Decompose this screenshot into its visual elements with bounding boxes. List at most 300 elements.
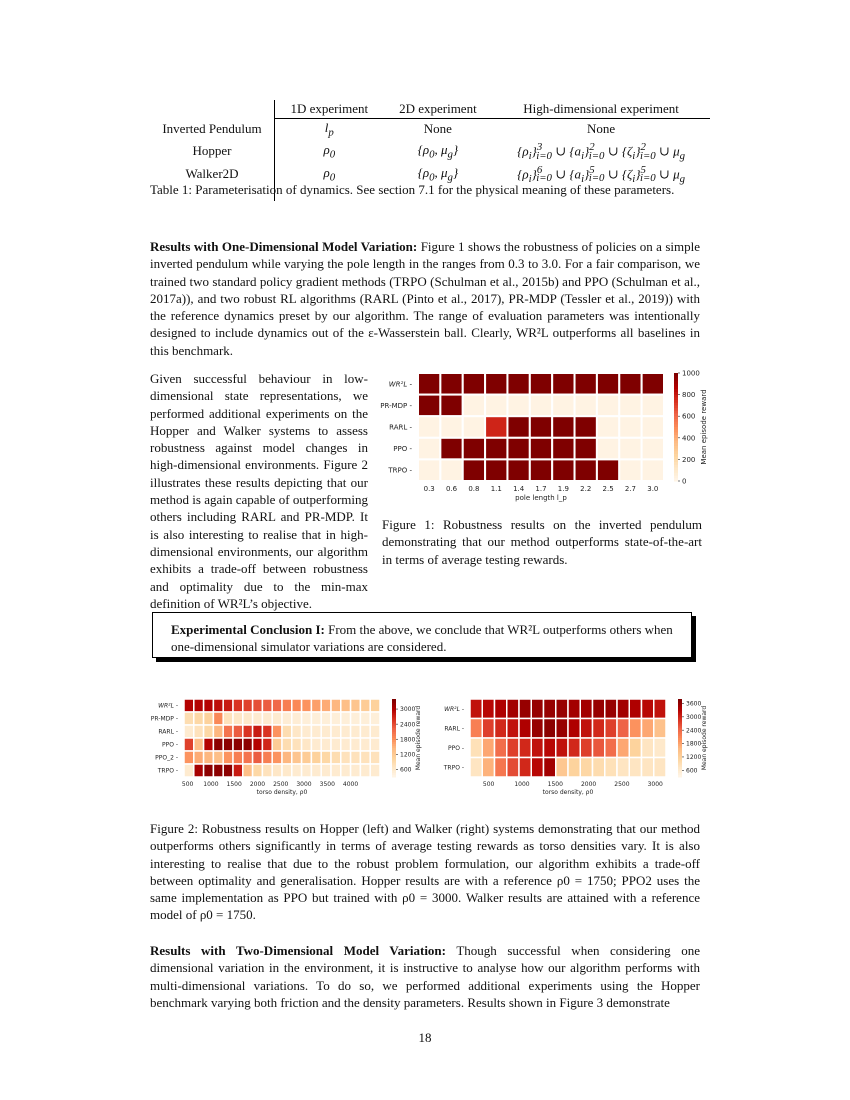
heatmap-cell: [597, 438, 619, 460]
heatmap-cell: [463, 373, 485, 395]
heatmap-cell: [507, 758, 519, 778]
heatmap-cell: [360, 725, 370, 738]
section-heading: Results with One-Dimensional Model Variation:: [150, 239, 418, 254]
row-label: WR²L -: [158, 702, 178, 710]
heatmap-cell: [204, 699, 214, 712]
x-tick-label: 2500: [273, 781, 289, 788]
heatmap-cell: [233, 712, 243, 725]
heatmap-cell: [507, 373, 529, 395]
colorbar-tick-label: 600: [682, 412, 696, 421]
heatmap-cell: [331, 738, 341, 751]
colorbar-tick-label: 1000: [682, 369, 700, 378]
heatmap-cell: [302, 751, 312, 764]
heatmap-cell: [194, 751, 204, 764]
x-axis-label: torso density, ρ0: [256, 789, 308, 796]
cell-1d: $l_p$: [324, 120, 334, 139]
heatmap-cell: [619, 459, 641, 481]
heatmap-cell: [213, 738, 223, 751]
row-label: PPO_2 -: [155, 754, 178, 762]
heatmap-cell: [351, 738, 361, 751]
heatmap-cell: [370, 725, 380, 738]
heatmap-cell: [642, 438, 664, 460]
row-label: PPO -: [393, 445, 412, 454]
heatmap-cell: [292, 699, 302, 712]
heatmap-cell: [243, 764, 253, 777]
heatmap-cell: [213, 751, 223, 764]
heatmap-cell: [552, 395, 574, 417]
x-tick-label: 4000: [342, 781, 359, 788]
heatmap-cell: [482, 719, 494, 739]
x-tick-label: 2500: [614, 781, 630, 788]
heatmap-cell: [580, 719, 592, 739]
x-tick-label: 1500: [547, 781, 563, 788]
heatmap-cell: [617, 758, 629, 778]
colorbar-tick-label: 600: [686, 767, 698, 775]
heatmap-cell: [495, 758, 507, 778]
heatmap-cell: [654, 758, 666, 778]
colorbar-tick-label: 3600: [686, 700, 702, 708]
table-corner: [150, 100, 275, 119]
heatmap-cell: [642, 373, 664, 395]
heatmap-cell: [223, 699, 233, 712]
conclusion-heading: Experimental Conclusion I:: [171, 622, 325, 637]
colorbar-label: Mean episode reward: [700, 389, 708, 465]
heatmap-cell: [629, 699, 641, 719]
heatmap-cell: [556, 738, 568, 758]
heatmap-cell: [292, 751, 302, 764]
heatmap-cell: [575, 459, 597, 481]
heatmap-cell: [233, 725, 243, 738]
heatmap-cell: [597, 459, 619, 481]
heatmap-cell: [194, 764, 204, 777]
heatmap-cell: [331, 699, 341, 712]
heatmap-cell: [253, 751, 263, 764]
heatmap-cell: [292, 712, 302, 725]
heatmap-cell: [575, 373, 597, 395]
heatmap-cell: [194, 712, 204, 725]
section-body: Though successful when considering one dimensional variation in the environment, it is instructive to analyse how our algorithm performs with multi-dimensional variations. To do so, we performed additional experiments using the Hopper benchmark varying both friction and the density parameters. Results shown in Figure 3 demonstrate: [150, 943, 701, 1010]
heatmap-cell: [507, 438, 529, 460]
x-axis-label: pole length l_p: [515, 494, 567, 502]
x-tick-label: 3.0: [647, 485, 659, 493]
heatmap-cell: [204, 725, 214, 738]
heatmap-cell: [292, 764, 302, 777]
cell-2d: {$\rho_0$, $\mu_g$}: [417, 164, 459, 184]
heatmap-cell: [213, 699, 223, 712]
heatmap-cell: [530, 373, 552, 395]
heatmap-cell: [204, 751, 214, 764]
heatmap-cell: [597, 395, 619, 417]
heatmap-cell: [440, 438, 462, 460]
x-tick-label: 3500: [319, 781, 335, 788]
heatmap-cell: [204, 712, 214, 725]
heatmap-cell: [568, 719, 580, 739]
heatmap-cell: [605, 758, 617, 778]
heatmap-cell: [507, 395, 529, 417]
heatmap-cell: [642, 416, 664, 438]
heatmap-cell: [593, 719, 605, 739]
colorbar-label: Mean episode reward: [701, 705, 708, 771]
figure-2-hopper-heatmap: [148, 695, 438, 805]
x-tick-label: 1000: [514, 781, 530, 788]
heatmap-cell: [597, 373, 619, 395]
heatmap-cell: [507, 699, 519, 719]
cell-2d: {$\rho_0$, $\mu_g$}: [417, 141, 459, 161]
cell-2d: None: [423, 121, 452, 137]
heatmap-cell: [531, 758, 543, 778]
heatmap-cell: [243, 699, 253, 712]
heatmap-cell: [482, 758, 494, 778]
row-label: RARL -: [158, 728, 178, 736]
heatmap-cell: [642, 738, 654, 758]
table-header: 2D experiment: [384, 100, 493, 119]
heatmap-cell: [370, 764, 380, 777]
heatmap-cell: [243, 738, 253, 751]
x-tick-label: 2.5: [602, 485, 614, 493]
cell-1d: $\rho_0$: [323, 164, 336, 184]
heatmap-cell: [605, 699, 617, 719]
heatmap-cell: [418, 459, 440, 481]
figure-2-walker-heatmap: [440, 695, 710, 805]
heatmap-cell: [311, 699, 321, 712]
x-tick-label: 0.8: [468, 485, 480, 493]
heatmap-cell: [642, 459, 664, 481]
heatmap-cell: [272, 699, 282, 712]
heatmap-cell: [184, 751, 194, 764]
heatmap-cell: [507, 738, 519, 758]
heatmap-cell: [321, 712, 331, 725]
heatmap-cell: [617, 699, 629, 719]
heatmap-cell: [262, 699, 272, 712]
heatmap-cell: [440, 373, 462, 395]
heatmap-cell: [341, 764, 351, 777]
colorbar-tick-label: 2400: [400, 721, 416, 729]
heatmap-cell: [544, 699, 556, 719]
heatmap-cell: [597, 416, 619, 438]
figure-1-heatmap: [380, 366, 710, 506]
heatmap-cell: [642, 719, 654, 739]
colorbar-segment: [392, 775, 396, 777]
heatmap-cell: [593, 699, 605, 719]
page-number: 18: [418, 1030, 432, 1045]
heatmap-cell: [575, 395, 597, 417]
table-header: High-dimensional experiment: [492, 100, 710, 119]
heatmap-cell: [619, 395, 641, 417]
heatmap-cell: [233, 751, 243, 764]
heatmap-cell: [418, 438, 440, 460]
heatmap-cell: [619, 373, 641, 395]
heatmap-cell: [470, 738, 482, 758]
x-tick-label: 1.4: [513, 485, 525, 493]
row-name: Inverted Pendulum: [150, 119, 275, 140]
heatmap-cell: [341, 738, 351, 751]
heatmap-cell: [253, 738, 263, 751]
row-label: RARL -: [389, 423, 412, 432]
x-tick-label: 0.6: [445, 485, 458, 493]
x-tick-label: 2.2: [580, 485, 592, 493]
heatmap-cell: [556, 758, 568, 778]
x-tick-label: 2000: [249, 781, 266, 788]
heatmap-cell: [204, 764, 214, 777]
heatmap-cell: [253, 699, 263, 712]
side-paragraph: Given successful behaviour in low-dimensional state representations, we performed additional experiments on the Hopper and Walker systems to assess robustness against model changes in high-dimensional environments. Figure 2 illustrates these results depicting that our method is again capable of outperforming others including RARL and PR-MDP. It is also interesting to realise that in high-dimensional environments, our algorithm exhibits a trade-off between robustness and optimality due to the min-max definition of WR²L’s objective.: [150, 371, 368, 611]
heatmap-cell: [629, 719, 641, 739]
heatmap-cell: [370, 751, 380, 764]
heatmap-cell: [544, 738, 556, 758]
heatmap-cell: [341, 712, 351, 725]
heatmap-cell: [282, 764, 292, 777]
colorbar-tick-label: 200: [682, 455, 696, 464]
x-tick-label: 2.7: [624, 485, 637, 493]
heatmap-cell: [351, 725, 361, 738]
heatmap-cell: [311, 725, 321, 738]
heatmap-cell: [331, 712, 341, 725]
heatmap-cell: [262, 751, 272, 764]
heatmap-cell: [370, 738, 380, 751]
heatmap-cell: [194, 725, 204, 738]
heatmap-cell: [507, 416, 529, 438]
heatmap-cell: [272, 751, 282, 764]
colorbar-tick-label: 0: [682, 477, 687, 486]
heatmap-cell: [194, 738, 204, 751]
cell-1d: $\rho_0$: [323, 141, 336, 161]
heatmap-cell: [507, 719, 519, 739]
colorbar-tick-label: 600: [400, 766, 412, 774]
table-caption: Table 1: Parameterisation of dynamics. See section 7.1 for the physical meaning of these parameters.: [150, 182, 675, 197]
x-tick-label: 1500: [226, 781, 242, 788]
row-label: PPO -: [161, 741, 178, 749]
heatmap-cell: [351, 699, 361, 712]
heatmap-cell: [360, 699, 370, 712]
figure-1-caption: Figure 1: Robustness results on the inverted pendulum demonstrating that our method outperforms state-of-the-art in terms of average testing rewards.: [382, 517, 702, 567]
colorbar-tick-label: 1200: [400, 751, 416, 759]
heatmap-cell: [213, 712, 223, 725]
heatmap-cell: [243, 725, 253, 738]
heatmap-cell: [482, 699, 494, 719]
heatmap-cell: [341, 725, 351, 738]
x-tick-label: 1.1: [490, 485, 502, 493]
heatmap-cell: [552, 459, 574, 481]
heatmap-cell: [495, 719, 507, 739]
heatmap-cell: [243, 712, 253, 725]
heatmap-cell: [311, 738, 321, 751]
heatmap-cell: [321, 699, 331, 712]
heatmap-cell: [233, 699, 243, 712]
section-body: Figure 1 shows the robustness of policies on a simple inverted pendulum while varying the pole length in the ranges from 0.3 to 3.0. For a fair comparison, we trained two standard policy gradient methods (TRPO (Schulman et al., 2015b) and PPO (Schulman et al., 2017a)), and two robust RL algorithms (RARL (Pinto et al., 2017), PR-MDP (Tessler et al., 2019)) with the reference dynamics preset by our algorithm. The range of evaluation parameters was intentionally designed to include dynamics out of the ε-Wasserstein ball. Clearly, WR²L outperforms all baselines in this benchmark.: [150, 239, 701, 358]
heatmap-cell: [213, 725, 223, 738]
colorbar-tick-label: 2400: [686, 727, 702, 735]
row-label: WR²L -: [388, 380, 412, 389]
row-label: PR-MDP -: [380, 401, 412, 410]
row-label: PPO -: [447, 744, 464, 752]
heatmap-cell: [519, 699, 531, 719]
heatmap-cell: [292, 725, 302, 738]
heatmap-cell: [605, 719, 617, 739]
heatmap-cell: [642, 758, 654, 778]
table-header: 1D experiment: [275, 100, 384, 119]
section-heading: Results with Two-Dimensional Model Variation:: [150, 943, 446, 958]
figure-2-caption: Figure 2: Robustness results on Hopper (left) and Walker (right) systems demonstrating that our method outperforms others significantly in terms of average testing rewards as torso densities vary. It is also interesting to realise that due to the robust problem formulation, our algorithm exhibits a trade-off between optimality and generalisation. Hopper results are with a reference ρ0 = 1750; PPO2 uses the same implementation as PPO but trained with ρ0 = 3000. Walker results are attained with a reference model of ρ0 = 1750.: [150, 821, 700, 923]
x-tick-label: 500: [181, 781, 194, 788]
heatmap-cell: [463, 438, 485, 460]
heatmap-cell: [360, 712, 370, 725]
heatmap-cell: [593, 738, 605, 758]
heatmap-cell: [223, 738, 233, 751]
cell-hd: None: [586, 121, 616, 137]
colorbar-segment: [678, 775, 682, 777]
heatmap-cell: [282, 725, 292, 738]
heatmap-cell: [552, 373, 574, 395]
heatmap-cell: [530, 459, 552, 481]
heatmap-cell: [485, 438, 507, 460]
heatmap-cell: [262, 725, 272, 738]
x-tick-label: 2000: [580, 781, 597, 788]
row-label: RARL -: [444, 725, 464, 733]
heatmap-cell: [341, 751, 351, 764]
x-tick-label: 0.3: [423, 485, 435, 493]
heatmap-cell: [593, 758, 605, 778]
x-tick-label: 1.7: [535, 485, 547, 493]
heatmap-cell: [302, 725, 312, 738]
heatmap-cell: [321, 738, 331, 751]
x-tick-label: 1.9: [557, 485, 569, 493]
heatmap-cell: [331, 725, 341, 738]
heatmap-cell: [253, 764, 263, 777]
heatmap-cell: [485, 459, 507, 481]
heatmap-cell: [184, 738, 194, 751]
heatmap-cell: [619, 438, 641, 460]
x-tick-label: 3000: [647, 781, 663, 788]
row-name: Walker2D: [150, 163, 275, 186]
section-two-dim: [150, 942, 700, 1011]
heatmap-cell: [351, 712, 361, 725]
heatmap-cell: [302, 712, 312, 725]
x-tick-label: 1000: [203, 781, 219, 788]
heatmap-cell: [531, 738, 543, 758]
conclusion-box: [152, 612, 692, 658]
heatmap-cell: [282, 712, 292, 725]
heatmap-cell: [302, 738, 312, 751]
heatmap-cell: [213, 764, 223, 777]
heatmap-cell: [331, 751, 341, 764]
colorbar-tick-label: 1800: [686, 740, 702, 748]
heatmap-cell: [204, 738, 214, 751]
heatmap-cell: [321, 725, 331, 738]
heatmap-cell: [233, 764, 243, 777]
heatmap-cell: [485, 395, 507, 417]
row-label: PR-MDP -: [150, 715, 178, 723]
heatmap-cell: [262, 764, 272, 777]
heatmap-cell: [556, 719, 568, 739]
heatmap-cell: [370, 712, 380, 725]
heatmap-cell: [568, 738, 580, 758]
heatmap-cell: [311, 751, 321, 764]
heatmap-cell: [233, 738, 243, 751]
heatmap-cell: [580, 738, 592, 758]
heatmap-cell: [568, 699, 580, 719]
heatmap-cell: [531, 699, 543, 719]
heatmap-cell: [311, 712, 321, 725]
heatmap-cell: [223, 725, 233, 738]
colorbar-tick-label: 1800: [400, 736, 416, 744]
heatmap-cell: [341, 699, 351, 712]
x-tick-label: 3000: [296, 781, 312, 788]
heatmap-cell: [351, 764, 361, 777]
heatmap-cell: [243, 751, 253, 764]
heatmap-cell: [360, 738, 370, 751]
heatmap-cell: [282, 738, 292, 751]
colorbar-tick-label: 400: [682, 434, 696, 443]
heatmap-cell: [568, 758, 580, 778]
heatmap-cell: [184, 712, 194, 725]
heatmap-cell: [331, 764, 341, 777]
heatmap-cell: [184, 725, 194, 738]
heatmap-cell: [463, 459, 485, 481]
heatmap-cell: [470, 758, 482, 778]
heatmap-cell: [544, 758, 556, 778]
heatmap-cell: [642, 699, 654, 719]
section-one-dim: [150, 238, 700, 359]
heatmap-cell: [370, 699, 380, 712]
heatmap-cell: [507, 459, 529, 481]
row-label: WR²L -: [444, 705, 464, 713]
heatmap-cell: [223, 751, 233, 764]
heatmap-cell: [556, 699, 568, 719]
heatmap-cell: [272, 725, 282, 738]
heatmap-cell: [184, 764, 194, 777]
table-row: [150, 140, 710, 163]
heatmap-cell: [302, 764, 312, 777]
heatmap-cell: [580, 758, 592, 778]
heatmap-cell: [470, 699, 482, 719]
heatmap-cell: [654, 719, 666, 739]
cell-hd: $\{\rho_i\}^3_{i=0}$ ∪ $\{a_i\}^2_{i=0}$ ∪ $\{\zeta_i\}^2_{i=0}$ ∪ $\mu_g$: [517, 140, 686, 162]
x-tick-label: 500: [482, 781, 495, 788]
heatmap-cell: [418, 395, 440, 417]
heatmap-cell: [360, 764, 370, 777]
heatmap-cell: [575, 416, 597, 438]
row-label: TRPO -: [157, 767, 178, 775]
heatmap-cell: [262, 738, 272, 751]
heatmap-cell: [253, 712, 263, 725]
heatmap-cell: [605, 738, 617, 758]
heatmap-cell: [282, 699, 292, 712]
heatmap-cell: [495, 699, 507, 719]
heatmap-cell: [321, 764, 331, 777]
heatmap-cell: [292, 738, 302, 751]
heatmap-cell: [311, 764, 321, 777]
heatmap-cell: [617, 719, 629, 739]
heatmap-cell: [642, 395, 664, 417]
heatmap-cell: [654, 738, 666, 758]
heatmap-cell: [262, 712, 272, 725]
heatmap-cell: [463, 416, 485, 438]
heatmap-cell: [654, 699, 666, 719]
heatmap-cell: [485, 416, 507, 438]
heatmap-cell: [482, 738, 494, 758]
heatmap-cell: [552, 416, 574, 438]
heatmap-cell: [351, 751, 361, 764]
heatmap-cell: [530, 438, 552, 460]
colorbar-segment: [674, 478, 678, 481]
heatmap-cell: [321, 751, 331, 764]
heatmap-cell: [360, 751, 370, 764]
heatmap-cell: [282, 751, 292, 764]
row-label: TRPO -: [443, 764, 464, 772]
heatmap-cell: [440, 416, 462, 438]
heatmap-cell: [519, 758, 531, 778]
table-row: [150, 119, 710, 140]
